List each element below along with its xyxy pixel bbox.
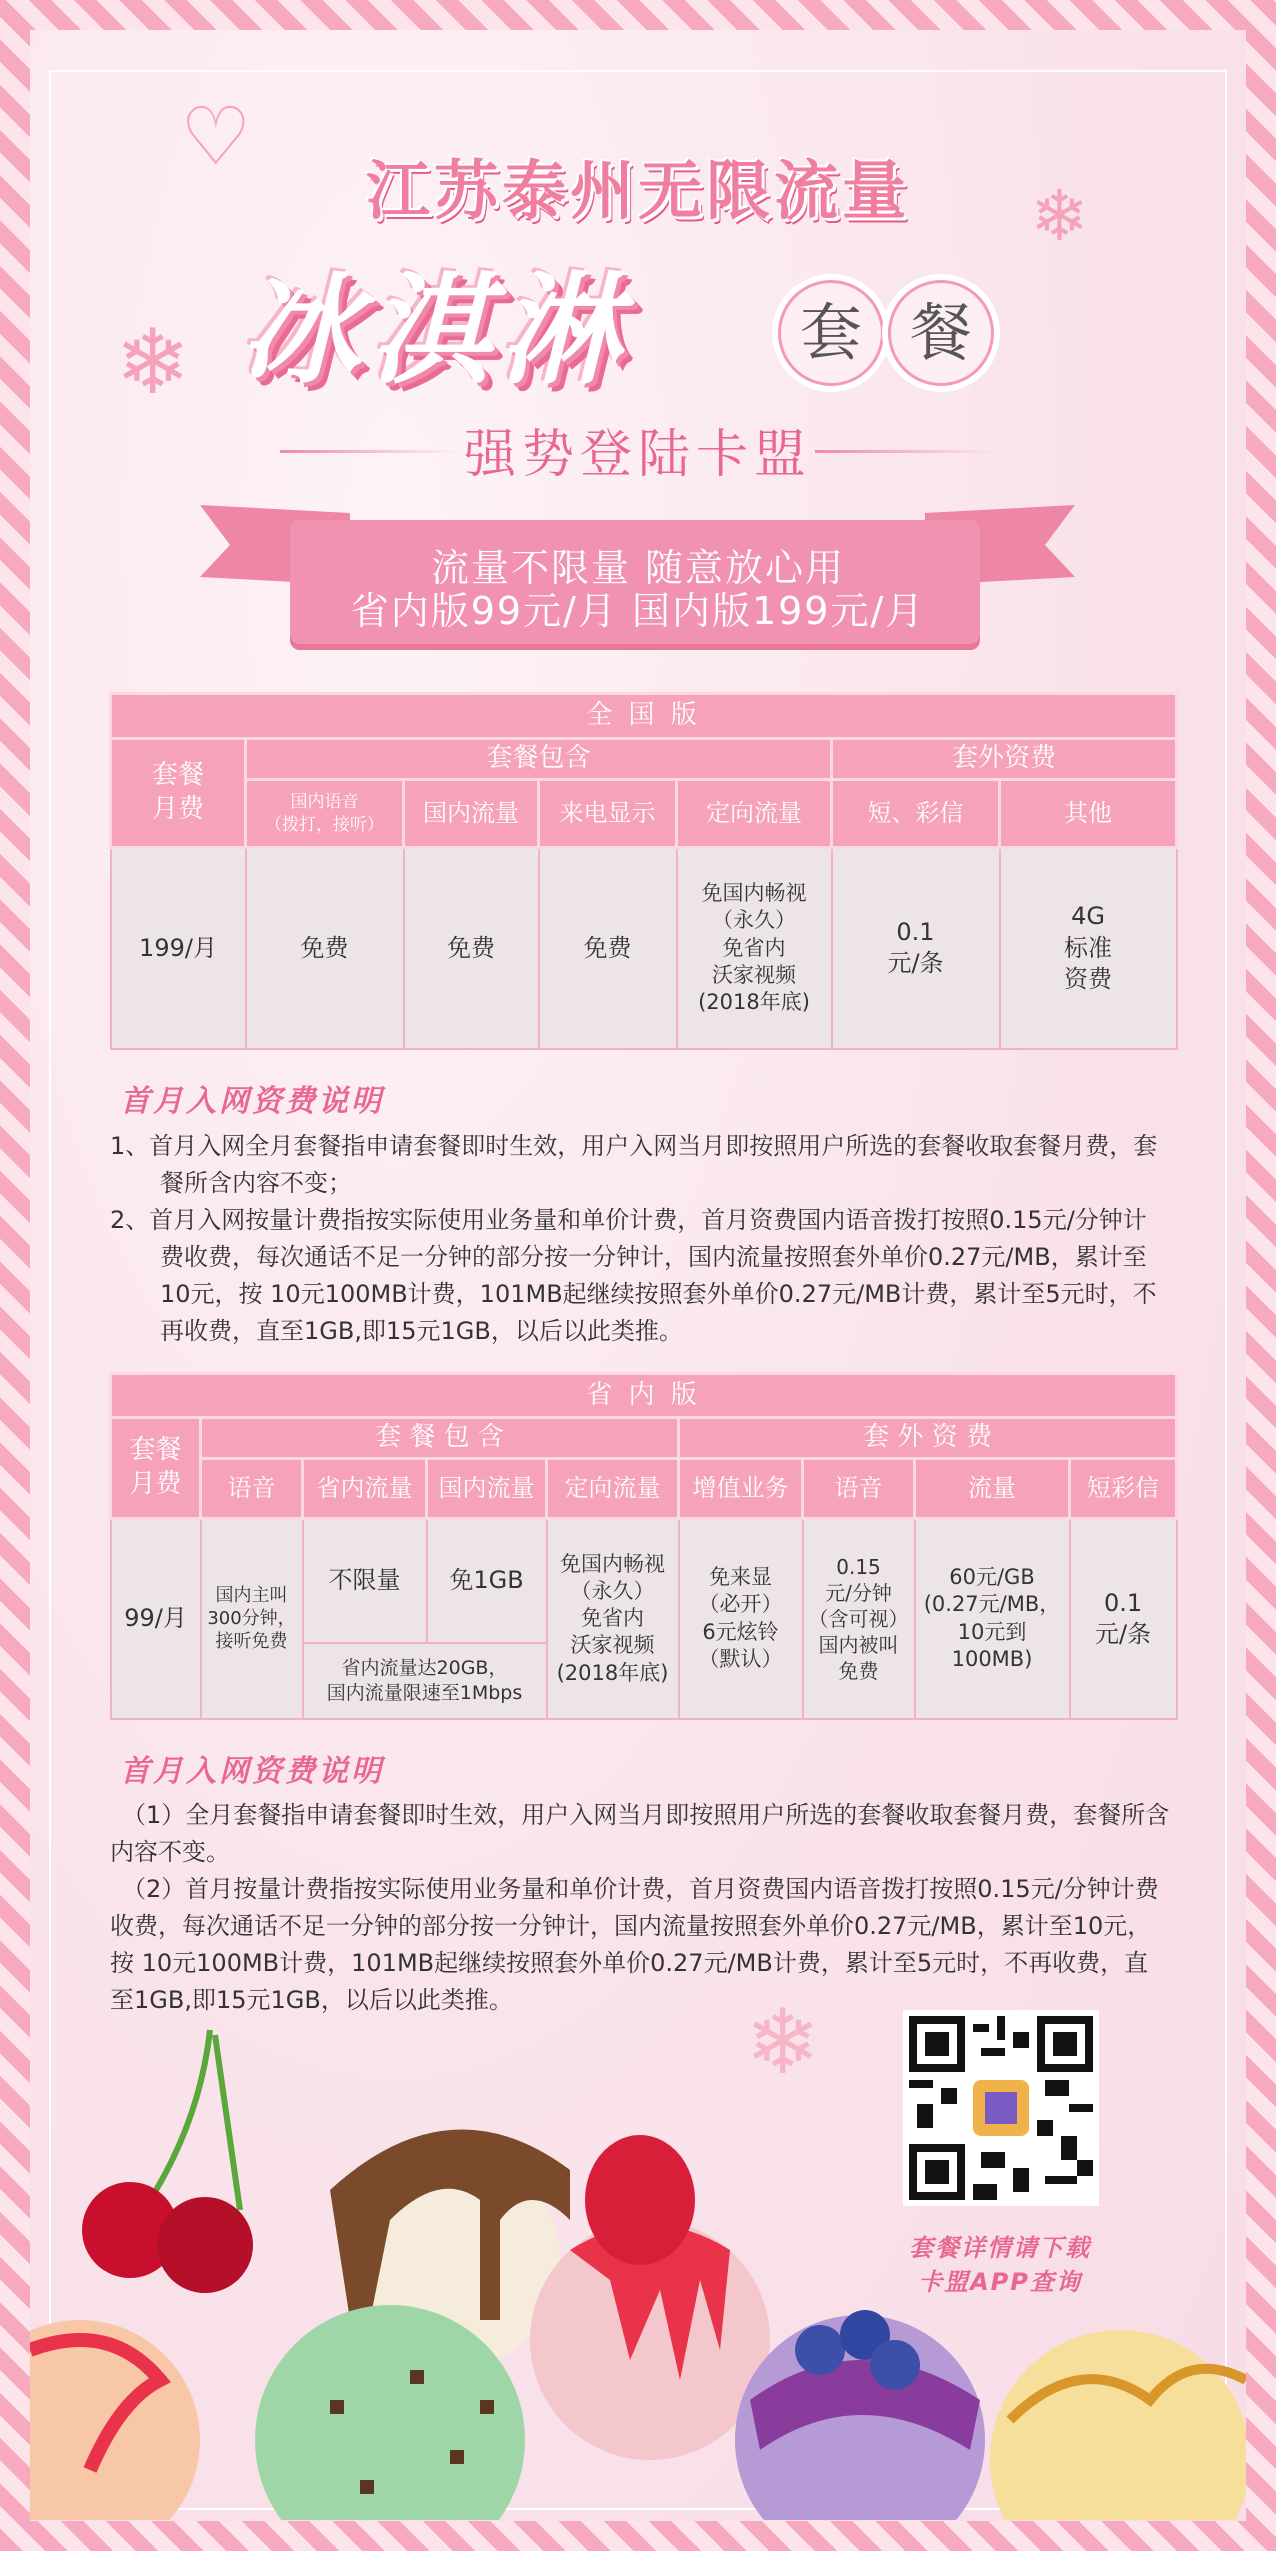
table-cell: 0.15 元/分钟 （含可视） 国内被叫 免费 — [803, 1519, 915, 1719]
header-cell: 套餐 月费 — [111, 739, 246, 848]
header-cell: 定向流量 — [677, 780, 832, 848]
table-cell: 免国内畅视 （永久） 免省内 沃家视频 (2018年底) — [547, 1519, 679, 1719]
snowflake-icon: ❄ — [115, 310, 191, 415]
table-cell: 国内主叫 300分钟， 接听免费 — [201, 1519, 303, 1719]
heart-icon: ♡ — [180, 90, 252, 183]
ribbon-prices: 省内版99元/月 国内版199元/月 — [350, 589, 926, 633]
ice-cream-illustration — [30, 2020, 1246, 2520]
table-cell: 0.1 元/条 — [1070, 1519, 1177, 1719]
ribbon-slogan: 流量不限量 随意放心用 — [430, 546, 846, 590]
badge-char: 餐 — [888, 280, 994, 386]
table-cell: 免费 — [246, 848, 404, 1049]
table-cell: 99/月 — [111, 1519, 201, 1719]
table-cell: 免费 — [539, 848, 677, 1049]
header-cell: 套 外 资 费 — [679, 1418, 1177, 1459]
header-cell: 套餐包含 — [246, 739, 832, 780]
table-cell: 省内流量达20GB， 国内流量限速至1Mbps — [303, 1643, 547, 1719]
note-list — [110, 1797, 1170, 2019]
table-cell: 免1GB — [427, 1519, 547, 1643]
header-cell: 定向流量 — [547, 1459, 679, 1519]
header-cell: 来电显示 — [539, 780, 677, 848]
qr-caption: 卡盟APP查询 — [918, 2268, 1082, 2296]
table-cell: 199/月 — [111, 848, 246, 1049]
badge-char: 套 — [778, 280, 884, 386]
brand-logo: 冰淇淋 — [240, 262, 630, 401]
header-cell: 套 餐 包 含 — [201, 1418, 679, 1459]
note-item: 1、首月入网全月套餐指申请套餐即时生效，用户入网当月即按照用户所选的套餐收取套餐月费，套餐所含内容不变； — [110, 1132, 1158, 1197]
table-title: 省 内 版 — [111, 1374, 1177, 1418]
table-cell: 4G 标准 资费 — [1000, 848, 1177, 1049]
table-cell: 60元/GB (0.27元/MB， 10元到 100MB) — [915, 1519, 1070, 1719]
table-cell: 0.1 元/条 — [832, 848, 1000, 1049]
section-heading: 首月入网资费说明 — [120, 1754, 384, 1789]
header-cell: 语音 — [803, 1459, 915, 1519]
header-cell: 增值业务 — [679, 1459, 803, 1519]
table-cell: 免国内畅视 （永久） 免省内 沃家视频 (2018年底) — [677, 848, 832, 1049]
header-cell: 国内语音 （拨打，接听） — [246, 780, 404, 848]
table-cell: 不限量 — [303, 1519, 427, 1643]
note-item: （2）首月按量计费指按实际使用业务量和单价计费，首月资费国内语音拨打按照0.15元/分钟计费收费，每次通话不足一分钟的部分按一分钟计，国内流量按照套外单价0.27元/MB，累计至10元，按 10元100MB计费，101MB起继续按照套外单价0.27元/MB计费，累计至5元时，不再收费，直至1GB,即15元1GB，以后以此类推。 — [110, 1875, 1159, 2014]
header-cell: 套外资费 — [832, 739, 1177, 780]
snowflake-icon: ❄ — [1030, 175, 1089, 257]
provincial-plan-table — [109, 1372, 1178, 1720]
header-cell: 语音 — [201, 1459, 303, 1519]
header-cell: 国内流量 — [404, 780, 539, 848]
header-cell: 国内流量 — [427, 1459, 547, 1519]
qr-caption: 套餐详情请下载 — [909, 2234, 1091, 2262]
note-list — [110, 1128, 1170, 1350]
page-title: 江苏泰州无限流量 — [366, 155, 910, 229]
header-cell: 套餐 月费 — [111, 1418, 201, 1519]
table-cell: 免费 — [404, 848, 539, 1049]
section-heading: 首月入网资费说明 — [120, 1084, 384, 1119]
header-cell: 短彩信 — [1070, 1459, 1177, 1519]
note-item: 2、首月入网按量计费指按实际使用业务量和单价计费，首月资费国内语音拨打按照0.15元/分钟计费收费，每次通话不足一分钟的部分按一分钟计，国内流量按照套外单价0.27元/MB，累计至10元，按 10元100MB计费，101MB起继续按照套外单价0.27元/MB计费，累计至5元时，不再收费，直至1GB,即15元1GB，以后以此类推。 — [110, 1206, 1157, 1345]
subtitle: 强势登陆卡盟 — [463, 425, 812, 485]
header-cell: 省内流量 — [303, 1459, 427, 1519]
header-cell: 其他 — [1000, 780, 1177, 848]
national-plan-table — [109, 692, 1178, 1050]
snowflake-icon: ❄ — [745, 1990, 821, 2095]
header-cell: 流量 — [915, 1459, 1070, 1519]
note-item: （1）全月套餐指申请套餐即时生效，用户入网当月即按照用户所选的套餐收取套餐月费，套餐所含内容不变。 — [110, 1801, 1170, 1866]
header-cell: 短、彩信 — [832, 780, 1000, 848]
table-title: 全 国 版 — [111, 694, 1177, 739]
table-cell: 免来显 （必开） 6元炫铃 （默认） — [679, 1519, 803, 1719]
